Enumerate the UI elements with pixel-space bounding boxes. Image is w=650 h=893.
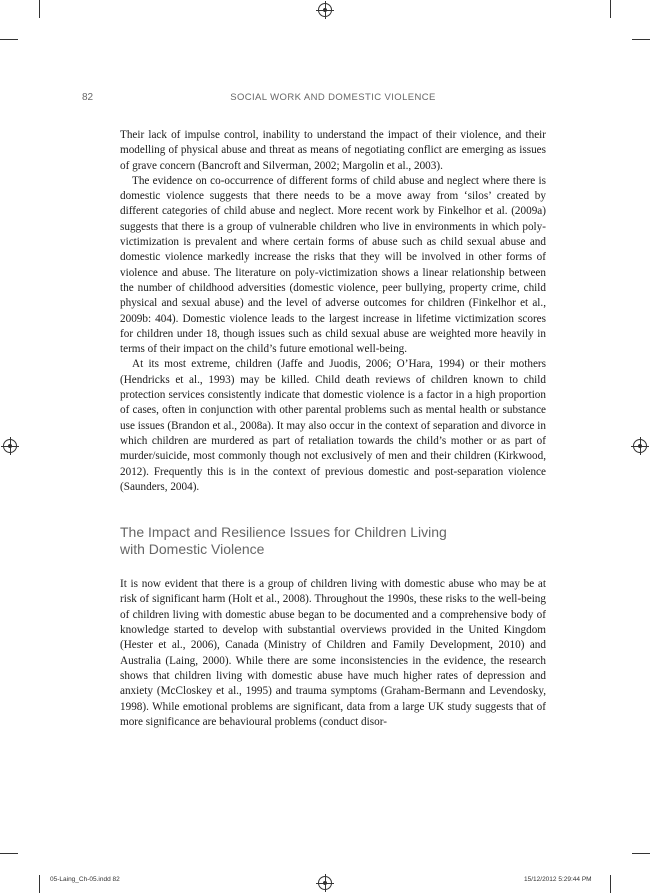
crop-mark (0, 853, 18, 854)
registration-mark-icon (318, 3, 332, 17)
crop-mark (632, 853, 650, 854)
section-heading-line: The Impact and Resilience Issues for Children Living (120, 524, 447, 541)
crop-mark (610, 0, 611, 18)
page-number: 82 (82, 92, 94, 103)
registration-mark-icon (3, 439, 17, 453)
slug-filename: 05-Laing_Ch-05.indd 82 (50, 876, 120, 883)
crop-mark (39, 0, 40, 18)
section-heading (120, 524, 546, 558)
paragraph: At its most extreme, children (Jaffe and Juodis, 2006; O’Hara, 1994) or their mothers (Hendricks et al., 1993) may be killed. Child death reviews of children known to child protection services consistently indicate that domestic violence is a factor in a high proportion of cases, often in conjunction with other parental problems such as mental health or substance use issues (Brandon et al., 2008a). It may also occur in the context of separation and divorce in which children are murdered as part of retaliation towards the child’s mother or as part of murder/suicide, most commonly though not exclusively of men and their children (Kirkwood, 2012). Frequently this is in the context of previous domestic and post-separation violence (Saunders, 2004). (120, 358, 546, 493)
running-header: SOCIAL WORK AND DOMESTIC VIOLENCE (230, 92, 436, 103)
body-text (120, 128, 546, 730)
paragraph: It is now evident that there is a group of children living with domestic abuse who may be at risk of significant harm (Holt et al., 2008). Throughout the 1990s, these risks to the well-being of children living with domestic abuse began to be documented and a comprehensive body of knowledge started to develop with substantial overviews provided in the United Kingdom (Hester et al., 2006), Canada (Ministry of Children and Family Development, 2010) and Australia (Laing, 2000). While there are some inconsistencies in the evidence, the research shows that children living with domestic abuse have much higher rates of depression and anxiety (McCloskey et al., 1995) and trauma symptoms (Graham-Bermann and Levendosky, 1998). While emotional problems are significant, data from a large UK study suggests that of more significance are behavioural problems (conduct disor- (120, 578, 546, 728)
crop-mark (0, 39, 18, 40)
crop-mark (610, 875, 611, 893)
slug-timestamp: 15/12/2012 5:29:44 PM (524, 876, 592, 883)
paragraph: The evidence on co-occurrence of different forms of child abuse and neglect where there is domestic violence suggests that there needs to be a move away from ‘silos’ created by different categories of child abuse and neglect. More recent work by Finkelhor et al. (2009a) suggests that there is a group of vulnerable children who live in environments in which poly-victimization is prevalent and where certain forms of abuse such as child sexual abuse and domestic violence markedly increase the risks that they will be involved in other forms of violence and abuse. The literature on poly-victimization shows a linear relationship between the number of childhood adversities (domestic violence, peer bullying, property crime, child physical and sexual abuse) and the level of adverse outcomes for children (Finkelhor et al., 2009b: 404). Domestic violence leads to the largest increase in lifetime victimization scores for children under 18, though issues such as child sexual abuse are weighted more heavily in terms of their impact on the child’s future emotional well-being. (120, 174, 546, 356)
paragraph: Their lack of impulse control, inability to understand the impact of their violence, and their modelling of physical abuse and threat as means of negotiating conflict are emerging as issues of grave concern (Bancroft and Silverman, 2002; Margolin et al., 2003). (120, 129, 546, 172)
crop-mark (39, 875, 40, 893)
section-heading-line: with Domestic Violence (120, 541, 265, 558)
registration-mark-icon (318, 876, 332, 890)
registration-mark-icon (633, 439, 647, 453)
crop-mark (632, 39, 650, 40)
